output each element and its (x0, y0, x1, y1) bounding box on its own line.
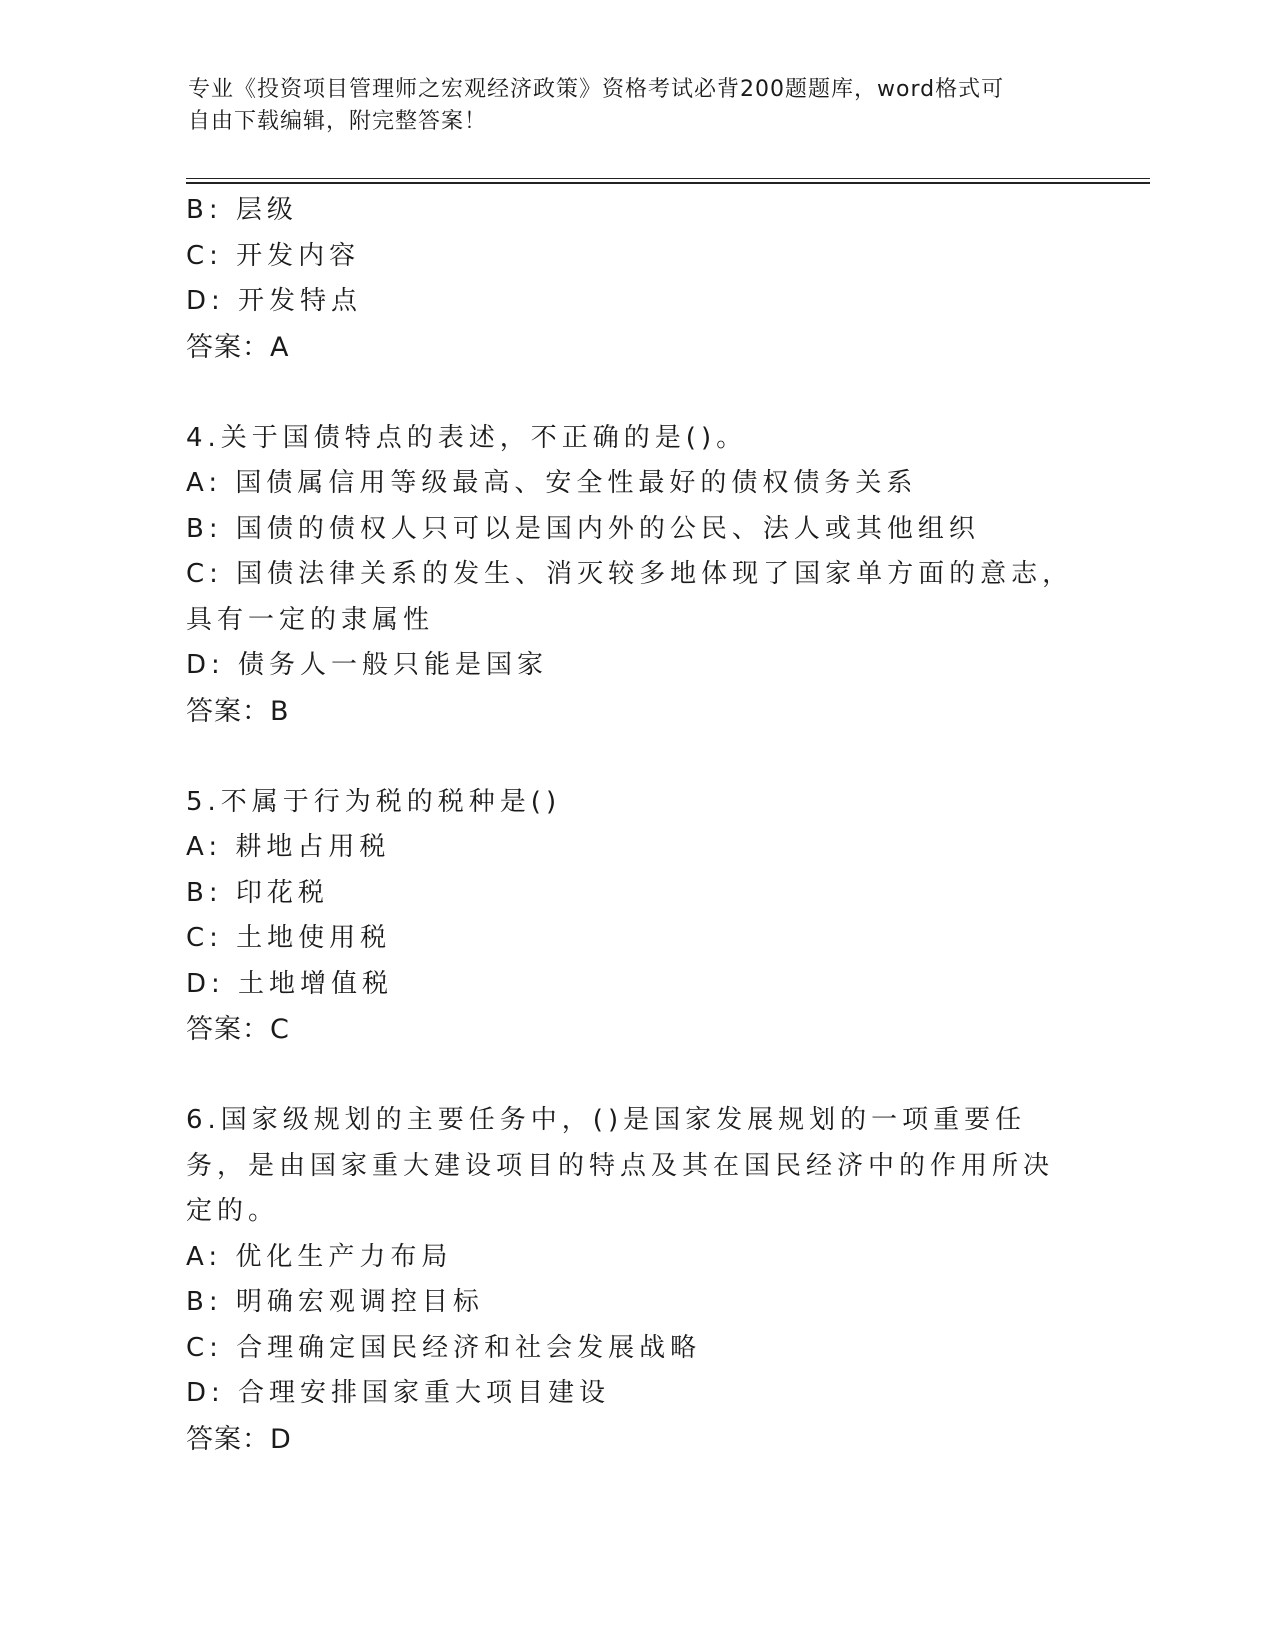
spacer (186, 734, 1086, 780)
question-text: 6.国家级规划的主要任务中，()是国家发展规划的一项重要任务，是由国家重大建设项目的特点及其在国民经济中的作用所决定的。 (186, 1105, 1055, 1226)
answer-line: 答案：A (186, 331, 290, 363)
option-d: D: 合理安排国家重大项目建设 (186, 1378, 611, 1408)
option-c: C: 合理确定国民经济和社会发展战略 (186, 1332, 702, 1363)
option-b: B: 国债的债权人只可以是国内外的公民、法人或其他组织 (186, 513, 980, 544)
option-d: D: 债务人一般只能是国家 (186, 650, 549, 680)
spacer (186, 1053, 1086, 1099)
header-title-line-2: 自由下载编辑，附完整答案！ (188, 109, 488, 134)
header-title-line-1: 专业《投资项目管理师之宏观经济政策》资格考试必背200题题库，word格式可 (188, 77, 1005, 102)
question-block-5 (186, 780, 1086, 1053)
option-c: C: 国债法律关系的发生、消灭较多地体现了国家单方面的意志，具有一定的隶属性 (186, 559, 1074, 635)
header-divider-thin (186, 178, 1150, 179)
option-a: A: 耕地占用税 (186, 832, 391, 862)
question-list (186, 188, 1086, 1462)
answer-line: 答案：D (186, 1423, 292, 1455)
header-divider-thick (186, 182, 1150, 184)
option-d: D: 土地增值税 (186, 968, 394, 999)
option-c: C: 开发内容 (186, 240, 361, 271)
document-header (188, 74, 1068, 138)
option-c: C: 土地使用税 (186, 923, 392, 953)
question-text: 4.关于国债特点的表述，不正确的是()。 (186, 422, 748, 453)
question-text: 5.不属于行为税的税种是() (186, 786, 562, 817)
option-d: D: 开发特点 (186, 286, 363, 316)
option-a: A: 国债属信用等级最高、安全性最好的债权债务关系 (186, 468, 918, 498)
option-b: B: 印花税 (186, 877, 329, 908)
option-b: B: 层级 (186, 195, 298, 225)
question-block-4 (186, 416, 1086, 735)
question-block-6 (186, 1098, 1086, 1462)
answer-line: 答案：B (186, 695, 290, 727)
answer-line: 答案：C (186, 1014, 290, 1045)
option-a: A: 优化生产力布局 (186, 1241, 453, 1272)
question-block-continued (186, 188, 1086, 370)
spacer (186, 370, 1086, 416)
option-b: B: 明确宏观调控目标 (186, 1287, 484, 1317)
